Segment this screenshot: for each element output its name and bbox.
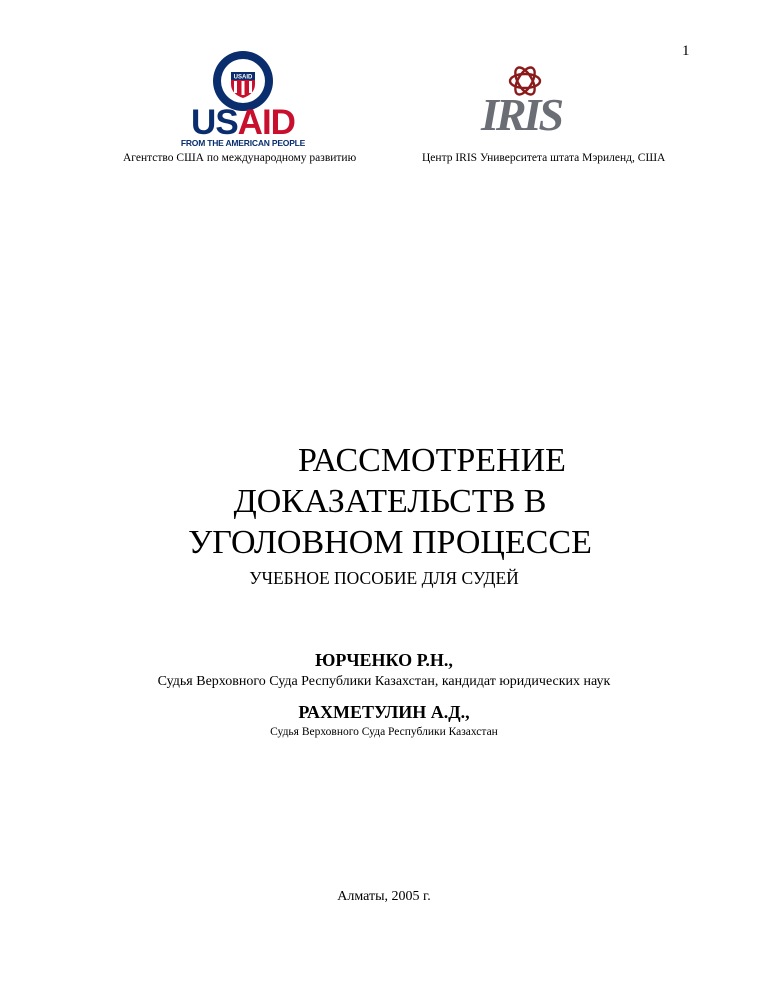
title-line-3: УГОЛОВНОМ ПРОЦЕССЕ	[188, 524, 592, 561]
iris-wordmark: IRIS	[480, 89, 562, 140]
place-and-year: Алматы, 2005 г.	[337, 889, 431, 904]
iris-logo	[476, 64, 566, 140]
document-title	[140, 440, 640, 563]
author-name: РАХМЕТУЛИН А.Д.,	[298, 702, 470, 722]
page-number: 1	[682, 43, 690, 59]
usaid-wordmark-us: US	[191, 103, 238, 142]
iris-caption: Центр IRIS Университета штата Мэриленд, США	[422, 152, 666, 164]
usaid-tagline: FROM THE AMERICAN PEOPLE	[180, 138, 306, 148]
author-description: Судья Верховного Суда Республики Казахстан, кандидат юридических наук	[157, 674, 611, 689]
author-description: Судья Верховного Суда Республики Казахстан	[270, 726, 498, 738]
usaid-logo	[180, 50, 306, 146]
usaid-seal-text: USAID	[233, 74, 253, 81]
usaid-wordmark-aid: AID	[237, 103, 295, 142]
title-line-1: РАССМОТРЕНИЕ	[298, 442, 566, 479]
usaid-wordmark	[180, 105, 306, 141]
usaid-caption: Агентство США по международному развитию	[123, 152, 357, 164]
author-name: ЮРЧЕНКО Р.Н.,	[315, 650, 453, 670]
title-line-2: ДОКАЗАТЕЛЬСТВ В	[233, 483, 547, 520]
document-subtitle: УЧЕБНОЕ ПОСОБИЕ ДЛЯ СУДЕЙ	[249, 568, 519, 588]
